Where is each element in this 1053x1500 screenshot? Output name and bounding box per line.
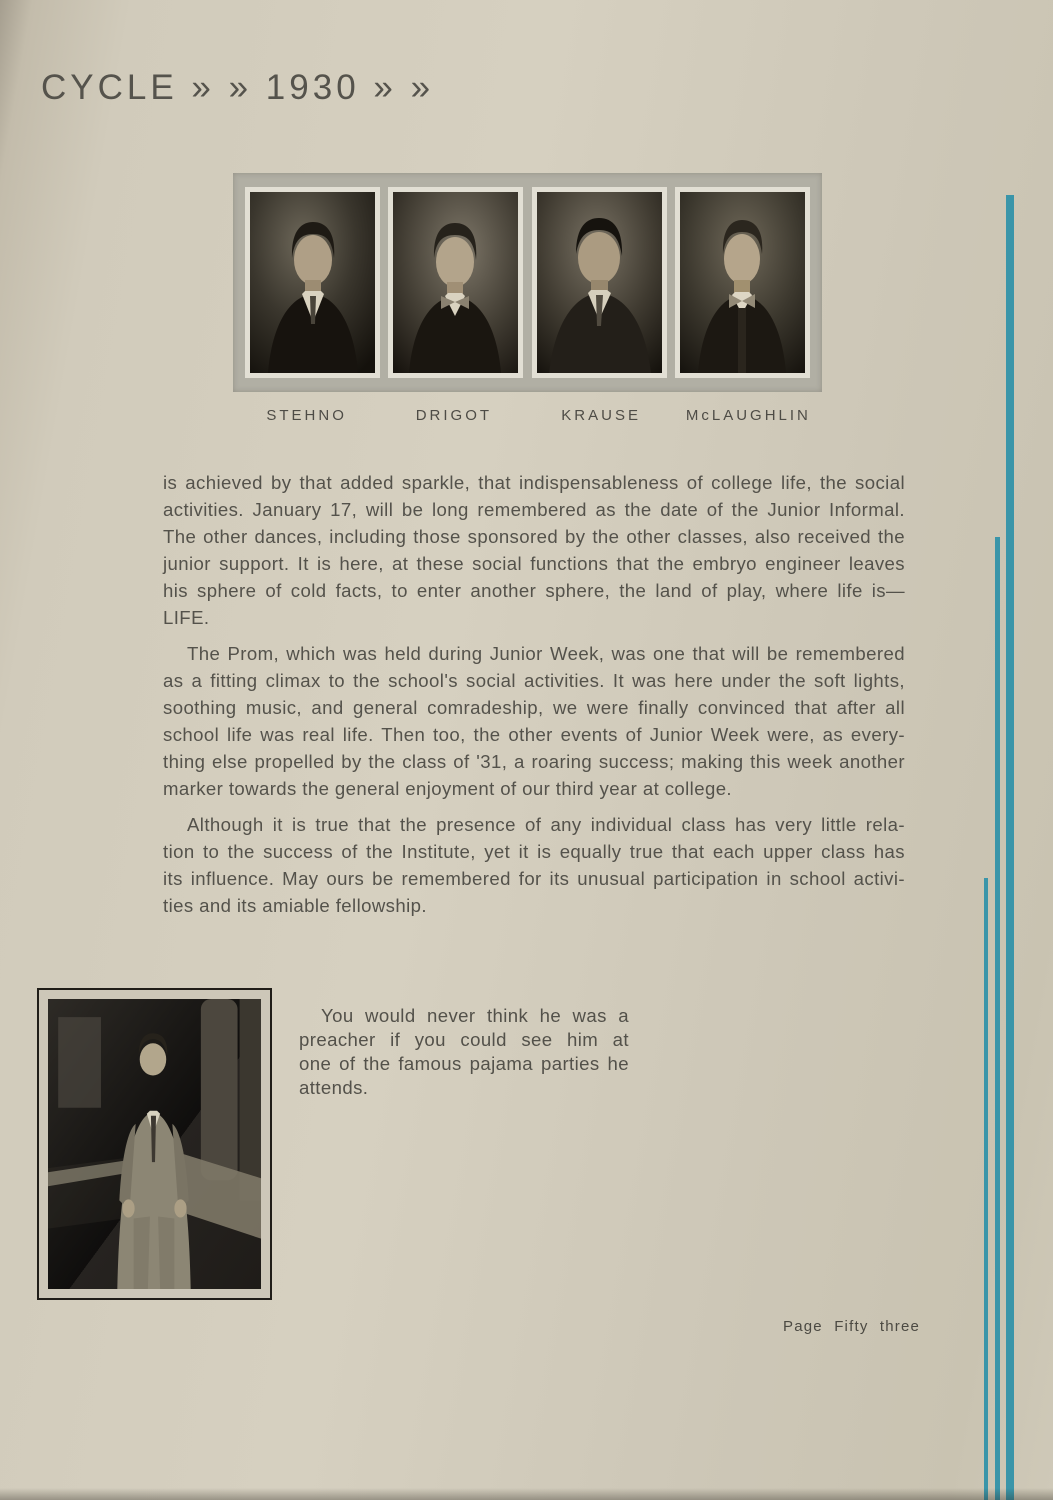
text-line: is achieved by that added sparkle, that indispensableness of college life, the social (163, 472, 905, 493)
text-line: Although it is true that the presence of any individual class has very little rela- (187, 814, 905, 835)
paragraph-3 (163, 811, 905, 919)
portrait-photo-drigot (393, 192, 518, 373)
portrait-names-row (233, 407, 822, 424)
caption-line: attends. (299, 1077, 369, 1098)
page-title: CYCLE » » 1930 » » (41, 68, 435, 107)
portrait-name-stehno: STEHNO (266, 407, 347, 424)
text-line: as a fitting climax to the school's social activities. It was here under the soft lights, (163, 670, 905, 691)
portrait-frame-drigot (388, 187, 523, 378)
accent-rule-medium (995, 537, 1000, 1500)
caption-line: preacher if you could see him at (299, 1029, 629, 1050)
text-line: thing else propelled by the class of '31, a roaring success; making this week another (163, 751, 905, 772)
text-line: activities. January 17, will be long remembered as the date of the Junior Informal. (163, 499, 905, 520)
paragraph-1 (163, 469, 905, 631)
text-line: The other dances, including those sponsored by the other classes, also received the (163, 526, 905, 547)
page-number: Page Fifty three (783, 1318, 921, 1335)
text-line: soothing music, and general comradeship, we were finally convinced that after all (163, 697, 905, 718)
portrait-photo-mclaughlin (680, 192, 805, 373)
text-line: its influence. May ours be remembered for its unusual participation in school activi- (163, 868, 905, 889)
portrait-frame-mclaughlin (675, 187, 810, 378)
text-line: school life was real life. Then too, the other events of Junior Week were, as every- (163, 724, 905, 745)
snapshot-photo-standing-man (48, 999, 261, 1289)
snapshot-photo-frame (37, 988, 272, 1300)
text-line: tion to the success of the Institute, yet it is equally true that each upper class has (163, 841, 905, 862)
portrait-name-mclaughlin: McLAUGHLIN (685, 407, 811, 424)
text-line: ties and its amiable fellowship. (163, 895, 427, 916)
caption-line: You would never think he was a (321, 1005, 629, 1026)
text-line: LIFE. (163, 607, 210, 628)
paragraph-2 (163, 640, 905, 802)
text-line: his sphere of cold facts, to enter another sphere, the land of play, where life is— (163, 580, 905, 601)
accent-rule-long (1006, 195, 1014, 1500)
article-text (163, 469, 905, 928)
snapshot-caption (299, 1004, 629, 1100)
caption-line: one of the famous pajama parties he (299, 1053, 629, 1074)
text-line: marker towards the general enjoyment of our third year at college. (163, 778, 732, 799)
portrait-photo-stehno (250, 192, 375, 373)
portrait-photo-strip (233, 173, 822, 392)
portrait-frame-krause (532, 187, 667, 378)
accent-rule-short (984, 878, 988, 1500)
portrait-name-drigot: DRIGOT (415, 407, 493, 424)
portrait-name-krause: KRAUSE (561, 407, 641, 424)
portrait-photo-krause (537, 192, 662, 373)
text-line: junior support. It is here, at these social functions that the embryo engineer leaves (163, 553, 905, 574)
portrait-frame-stehno (245, 187, 380, 378)
text-line: The Prom, which was held during Junior Week, was one that will be remembered (187, 643, 905, 664)
